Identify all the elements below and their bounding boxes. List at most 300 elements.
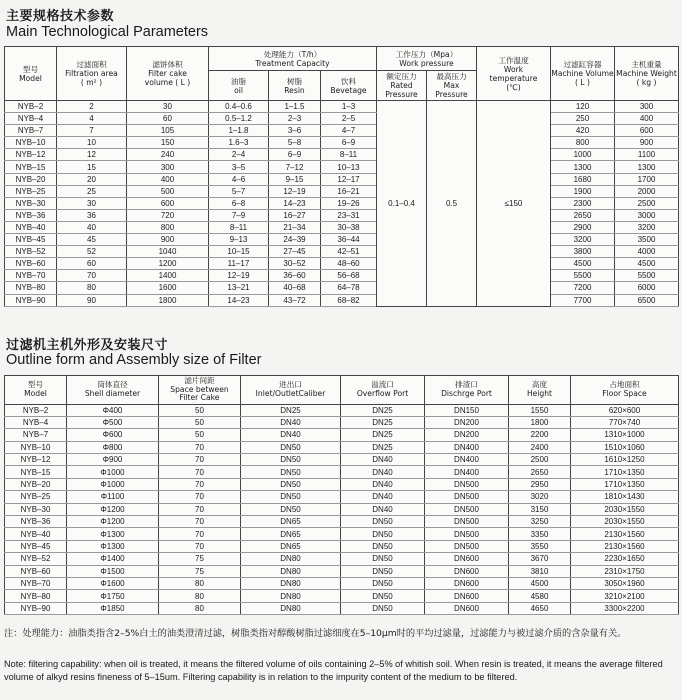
table-row [5,185,679,197]
cell-filter-space: 70 [159,454,241,466]
cell-filter-space: 70 [159,478,241,490]
cell-model: NYB–2 [5,404,67,416]
header-line: 油脂 [230,76,247,86]
cell-model: NYB–52 [5,246,57,258]
header-line: Filter cake [148,69,187,78]
cell-overflow-port: DN25 [341,404,425,416]
cell-beverage: 30–38 [321,221,377,233]
cell-rated-pressure: 0.1–0.4 [377,101,427,307]
cell-model: NYB–40 [5,221,57,233]
cell-oil: 6–8 [209,197,269,209]
cell-machine-weight: 2500 [615,197,679,209]
header-line: 最高压力 [436,72,467,81]
cell-inlet-outlet: DN40 [241,429,341,441]
cell-filter-space: 50 [159,429,241,441]
cell-inlet-outlet: DN65 [241,540,341,552]
cell-floor-space: 770×740 [571,416,679,428]
cell-inlet-outlet: DN65 [241,516,341,528]
header-line: (℃) [506,82,521,92]
table-row [5,416,679,428]
header-line: Machine Volume [551,69,614,78]
table-row [5,590,679,602]
cell-filtration-area: 40 [57,221,127,233]
header-line: 饮料 [340,76,357,86]
cell-model: NYB–20 [5,173,57,185]
cell-overflow-port: DN50 [341,590,425,602]
cell-filter-space: 80 [159,590,241,602]
cell-overflow-port: DN25 [341,441,425,453]
cell-oil: 7–9 [209,209,269,221]
table-row [5,234,679,246]
cell-inlet-outlet: DN50 [241,503,341,515]
cell-floor-space: 3210×2100 [571,590,679,602]
header-line: 占地面积 [609,380,640,390]
cell-shell-diameter: Φ1600 [67,577,159,589]
cell-beverage: 8–11 [321,149,377,161]
cell-oil: 4–6 [209,173,269,185]
cell-oil: 2–4 [209,149,269,161]
cell-floor-space: 2230×1650 [571,553,679,565]
cell-model: NYB–52 [5,553,67,565]
cell-machine-volume: 120 [551,101,615,113]
header-cake-volume [127,47,209,101]
cell-discharge-port: DN200 [425,429,509,441]
cell-filtration-area: 70 [57,270,127,282]
cell-machine-weight: 5500 [615,270,679,282]
cell-cake-volume: 60 [127,113,209,125]
header-work-temperature [477,47,551,101]
cell-oil: 13–21 [209,282,269,294]
cell-floor-space: 2310×1750 [571,565,679,577]
cell-machine-volume: 2300 [551,197,615,209]
cell-shell-diameter: Φ1500 [67,565,159,577]
header-model [5,47,57,101]
header-filtration-area [57,47,127,101]
header-line: 过滤缸容器 [563,60,602,69]
header-treatment-capacity [209,47,377,71]
cell-overflow-port: DN40 [341,454,425,466]
cell-floor-space: 1810×1430 [571,491,679,503]
table-row [5,478,679,490]
header-line: ( kg ) [636,78,657,87]
header-line: Shell diameter [84,388,141,398]
cell-inlet-outlet: DN50 [241,441,341,453]
header-line: Floor Space [602,388,647,398]
header-line: 排渣口 [455,380,478,390]
cell-model: NYB–45 [5,540,67,552]
cell-shell-diameter: Φ1300 [67,528,159,540]
header-line: 进出口 [279,380,302,390]
cell-resin: 9–15 [269,173,321,185]
cell-floor-space: 3050×1960 [571,577,679,589]
cell-beverage: 12–17 [321,173,377,185]
section2-title-cn: 过滤机主机外形及安装尺寸 [6,338,169,353]
header-line: Max [443,81,460,90]
cell-oil: 10–15 [209,246,269,258]
table-row [5,161,679,173]
cell-filtration-area: 80 [57,282,127,294]
cell-filtration-area: 2 [57,101,127,113]
cell-overflow-port: DN40 [341,491,425,503]
cell-model: NYB–7 [5,125,57,137]
cell-machine-volume: 5500 [551,270,615,282]
header-rated-pressure [377,71,427,101]
table-row [5,565,679,577]
cell-oil: 14–23 [209,294,269,306]
cell-height: 3250 [509,516,571,528]
cell-discharge-port: DN600 [425,590,509,602]
cell-filtration-area: 60 [57,258,127,270]
cell-filtration-area: 7 [57,125,127,137]
cell-beverage: 19–26 [321,197,377,209]
cell-machine-volume: 1900 [551,185,615,197]
cell-machine-weight: 1700 [615,173,679,185]
cell-inlet-outlet: DN65 [241,528,341,540]
cell-filter-space: 70 [159,528,241,540]
cell-model: NYB–12 [5,149,57,161]
cell-model: NYB–2 [5,101,57,113]
table-row [5,197,679,209]
table-row [5,540,679,552]
header-line: 工作温度 [498,55,529,65]
cell-filter-space: 50 [159,416,241,428]
cell-cake-volume: 500 [127,185,209,197]
header-line: Filter Cake [179,393,220,402]
cell-floor-space: 2030×1550 [571,503,679,515]
cell-discharge-port: DN600 [425,602,509,614]
cell-oil: 1.6–3 [209,137,269,149]
cell-overflow-port: DN50 [341,528,425,540]
cell-machine-weight: 6500 [615,294,679,306]
cell-oil: 8–11 [209,221,269,233]
table-row [5,503,679,515]
cell-machine-weight: 3500 [615,234,679,246]
cell-shell-diameter: Φ1100 [67,491,159,503]
cell-shell-diameter: Φ1200 [67,503,159,515]
header-line: 处理能力（T/h） [263,49,322,59]
cell-shell-diameter: Φ1000 [67,466,159,478]
cell-height: 3810 [509,565,571,577]
cell-machine-weight: 1100 [615,149,679,161]
cell-height: 3350 [509,528,571,540]
cell-height: 3670 [509,553,571,565]
cell-discharge-port: DN400 [425,441,509,453]
cell-machine-weight: 3200 [615,221,679,233]
cell-machine-weight: 4000 [615,246,679,258]
table-row [5,491,679,503]
cell-machine-weight: 1300 [615,161,679,173]
cell-inlet-outlet: DN80 [241,565,341,577]
header-line: 主机重量 [631,60,662,69]
cell-cake-volume: 1040 [127,246,209,258]
cell-cake-volume: 1600 [127,282,209,294]
cell-filtration-area: 45 [57,234,127,246]
cell-height: 4650 [509,602,571,614]
cell-model: NYB–90 [5,294,57,306]
cell-cake-volume: 720 [127,209,209,221]
cell-overflow-port: DN50 [341,516,425,528]
cell-model: NYB–15 [5,466,67,478]
cell-model: NYB–80 [5,590,67,602]
cell-filtration-area: 36 [57,209,127,221]
header-discharge-port [425,376,509,405]
cell-shell-diameter: Φ1300 [67,540,159,552]
cell-filter-space: 50 [159,404,241,416]
table-row [5,577,679,589]
cell-height: 3020 [509,491,571,503]
header-max-pressure [427,71,477,101]
cell-shell-diameter: Φ400 [67,404,159,416]
cell-floor-space: 2030×1550 [571,516,679,528]
table-row [5,553,679,565]
cell-beverage: 2–5 [321,113,377,125]
header-line: Pressure [385,90,418,99]
cell-model: NYB–15 [5,161,57,173]
cell-inlet-outlet: DN40 [241,416,341,428]
cell-cake-volume: 105 [127,125,209,137]
table-row [5,209,679,221]
cell-filtration-area: 12 [57,149,127,161]
cell-shell-diameter: Φ600 [67,429,159,441]
table-row [5,602,679,614]
cell-cake-volume: 30 [127,101,209,113]
cell-machine-volume: 7700 [551,294,615,306]
cell-floor-space: 1710×1350 [571,478,679,490]
header-line: Rated [390,81,413,90]
header-height [509,376,571,405]
cell-discharge-port: DN600 [425,577,509,589]
cell-beverage: 6–9 [321,137,377,149]
cell-shell-diameter: Φ1400 [67,553,159,565]
header-line: 滤饼体积 [152,60,183,69]
cell-height: 4500 [509,577,571,589]
table-row [5,404,679,416]
cell-height: 1550 [509,404,571,416]
cell-floor-space: 2130×1560 [571,528,679,540]
header-line: Work [503,64,524,74]
cell-inlet-outlet: DN50 [241,491,341,503]
cell-discharge-port: DN500 [425,516,509,528]
cell-model: NYB–80 [5,282,57,294]
cell-machine-volume: 3200 [551,234,615,246]
cell-floor-space: 1610×1250 [571,454,679,466]
header-machine-volume [551,47,615,101]
cell-shell-diameter: Φ500 [67,416,159,428]
cell-overflow-port: DN50 [341,565,425,577]
cell-model: NYB–25 [5,185,57,197]
header-line: Filtration area [65,69,118,78]
cell-model: NYB–70 [5,577,67,589]
cell-inlet-outlet: DN80 [241,602,341,614]
table-row [5,258,679,270]
cell-machine-volume: 1680 [551,173,615,185]
cell-resin: 24–39 [269,234,321,246]
header-beverage [321,71,377,101]
cell-model: NYB–36 [5,516,67,528]
cell-shell-diameter: Φ800 [67,441,159,453]
cell-model: NYB–25 [5,491,67,503]
header-line: 型号 [27,380,44,390]
cell-resin: 36–60 [269,270,321,282]
table-row [5,270,679,282]
cell-model: NYB–70 [5,270,57,282]
note-cn: 注：处理能力：油脂类指含2–5%白土的油类澄清过滤，树脂类指对醇酸树脂过滤细度在5–10μm时的平均过滤量，过滤能力与被过滤介质的含杂量有关。 [4,628,627,639]
cell-overflow-port: DN40 [341,478,425,490]
cell-filtration-area: 10 [57,137,127,149]
table-row [5,101,679,113]
cell-machine-weight: 300 [615,101,679,113]
cell-model: NYB–4 [5,416,67,428]
cell-beverage: 36–44 [321,234,377,246]
cell-discharge-port: DN600 [425,565,509,577]
cell-cake-volume: 1200 [127,258,209,270]
header-line: oil [234,85,243,95]
cell-resin: 16–27 [269,209,321,221]
cell-oil: 12–19 [209,270,269,282]
cell-inlet-outlet: DN50 [241,478,341,490]
cell-overflow-port: DN50 [341,577,425,589]
cell-resin: 12–19 [269,185,321,197]
cell-filtration-area: 15 [57,161,127,173]
cell-machine-weight: 3000 [615,209,679,221]
cell-oil: 5–7 [209,185,269,197]
cell-floor-space: 1310×1000 [571,429,679,441]
cell-resin: 40–68 [269,282,321,294]
cell-discharge-port: DN400 [425,454,509,466]
cell-inlet-outlet: DN80 [241,590,341,602]
cell-machine-volume: 1300 [551,161,615,173]
cell-model: NYB–7 [5,429,67,441]
cell-discharge-port: DN500 [425,478,509,490]
table-row [5,149,679,161]
cell-resin: 7–12 [269,161,321,173]
cell-machine-volume: 250 [551,113,615,125]
cell-height: 1800 [509,416,571,428]
header-line: Dischrge Port [441,388,492,398]
cell-overflow-port: DN25 [341,416,425,428]
table-row [5,125,679,137]
cell-inlet-outlet: DN50 [241,454,341,466]
cell-height: 2500 [509,454,571,466]
section1-title-cn: 主要规格技术参数 [6,9,115,24]
cell-filter-space: 70 [159,466,241,478]
table-row [5,429,679,441]
cell-cake-volume: 1800 [127,294,209,306]
cell-oil: 9–13 [209,234,269,246]
header-resin [269,71,321,101]
header-line: temperature [489,73,538,83]
cell-overflow-port: DN40 [341,466,425,478]
header-line: 树脂 [286,76,303,86]
cell-overflow-port: DN50 [341,553,425,565]
cell-filtration-area: 30 [57,197,127,209]
cell-floor-space: 1510×1060 [571,441,679,453]
cell-height: 2200 [509,429,571,441]
cell-discharge-port: DN400 [425,466,509,478]
cell-beverage: 10–13 [321,161,377,173]
cell-filtration-area: 20 [57,173,127,185]
cell-height: 2400 [509,441,571,453]
header-machine-weight [615,47,679,101]
cell-filtration-area: 25 [57,185,127,197]
cell-filter-space: 70 [159,503,241,515]
header-line: Pressure [435,90,468,99]
cell-beverage: 4–7 [321,125,377,137]
cell-machine-volume: 7200 [551,282,615,294]
table-row [5,466,679,478]
cell-machine-weight: 6000 [615,282,679,294]
cell-cake-volume: 600 [127,197,209,209]
cell-oil: 11–17 [209,258,269,270]
header-line: Model [19,73,42,83]
cell-inlet-outlet: DN80 [241,577,341,589]
cell-machine-weight: 400 [615,113,679,125]
cell-model: NYB–30 [5,197,57,209]
section1-title-en: Main Technological Parameters [6,24,209,40]
header-line: Treatment Capacity [255,58,330,68]
cell-filter-space: 70 [159,441,241,453]
cell-machine-volume: 1000 [551,149,615,161]
cell-oil: 3–5 [209,161,269,173]
cell-beverage: 48–60 [321,258,377,270]
cell-cake-volume: 800 [127,221,209,233]
table-row [5,246,679,258]
cell-beverage: 56–68 [321,270,377,282]
cell-model: NYB–12 [5,454,67,466]
cell-discharge-port: DN200 [425,416,509,428]
note-en: Note: filtering capability: when oil is treated, it means the filtered volume of oils containing 2–5% of whitish soil. When resin is treated, it means the average filtered volume of alkyd resins fineness of 5–15um. Filtering capability is in relation to the impurity content of the medium to be filtered. [4,659,663,682]
cell-resin: 3–6 [269,125,321,137]
cell-model: NYB–30 [5,503,67,515]
cell-floor-space: 2130×1560 [571,540,679,552]
cell-shell-diameter: Φ1000 [67,478,159,490]
cell-filter-space: 75 [159,565,241,577]
cell-filter-space: 70 [159,516,241,528]
header-line: 溢流口 [371,380,394,390]
cell-filter-space: 80 [159,577,241,589]
cell-filtration-area: 52 [57,246,127,258]
outline-assembly-table [4,375,679,615]
header-line: 型号 [22,64,39,74]
cell-model: NYB–60 [5,565,67,577]
cell-beverage: 16–21 [321,185,377,197]
cell-floor-space: 1710×1350 [571,466,679,478]
cell-beverage: 68–82 [321,294,377,306]
cell-discharge-port: DN500 [425,540,509,552]
cell-beverage: 64–78 [321,282,377,294]
cell-machine-volume: 800 [551,137,615,149]
header-line: 滤片间距 [184,376,215,385]
cell-resin: 5–8 [269,137,321,149]
table-row [5,221,679,233]
cell-filter-space: 70 [159,540,241,552]
cell-cake-volume: 300 [127,161,209,173]
cell-machine-volume: 2900 [551,221,615,233]
header-overflow-port [341,376,425,405]
header-line: Inlet/OutletCaliber [255,388,326,398]
cell-inlet-outlet: DN80 [241,553,341,565]
cell-cake-volume: 240 [127,149,209,161]
cell-resin: 6–9 [269,149,321,161]
cell-model: NYB–10 [5,441,67,453]
cell-machine-volume: 4500 [551,258,615,270]
cell-model: NYB–90 [5,602,67,614]
header-line: 过滤面积 [76,60,107,69]
section2-title-en: Outline form and Assembly size of Filter [6,352,262,368]
header-line: 额定压力 [386,72,417,81]
cell-discharge-port: DN500 [425,503,509,515]
cell-height: 3150 [509,503,571,515]
